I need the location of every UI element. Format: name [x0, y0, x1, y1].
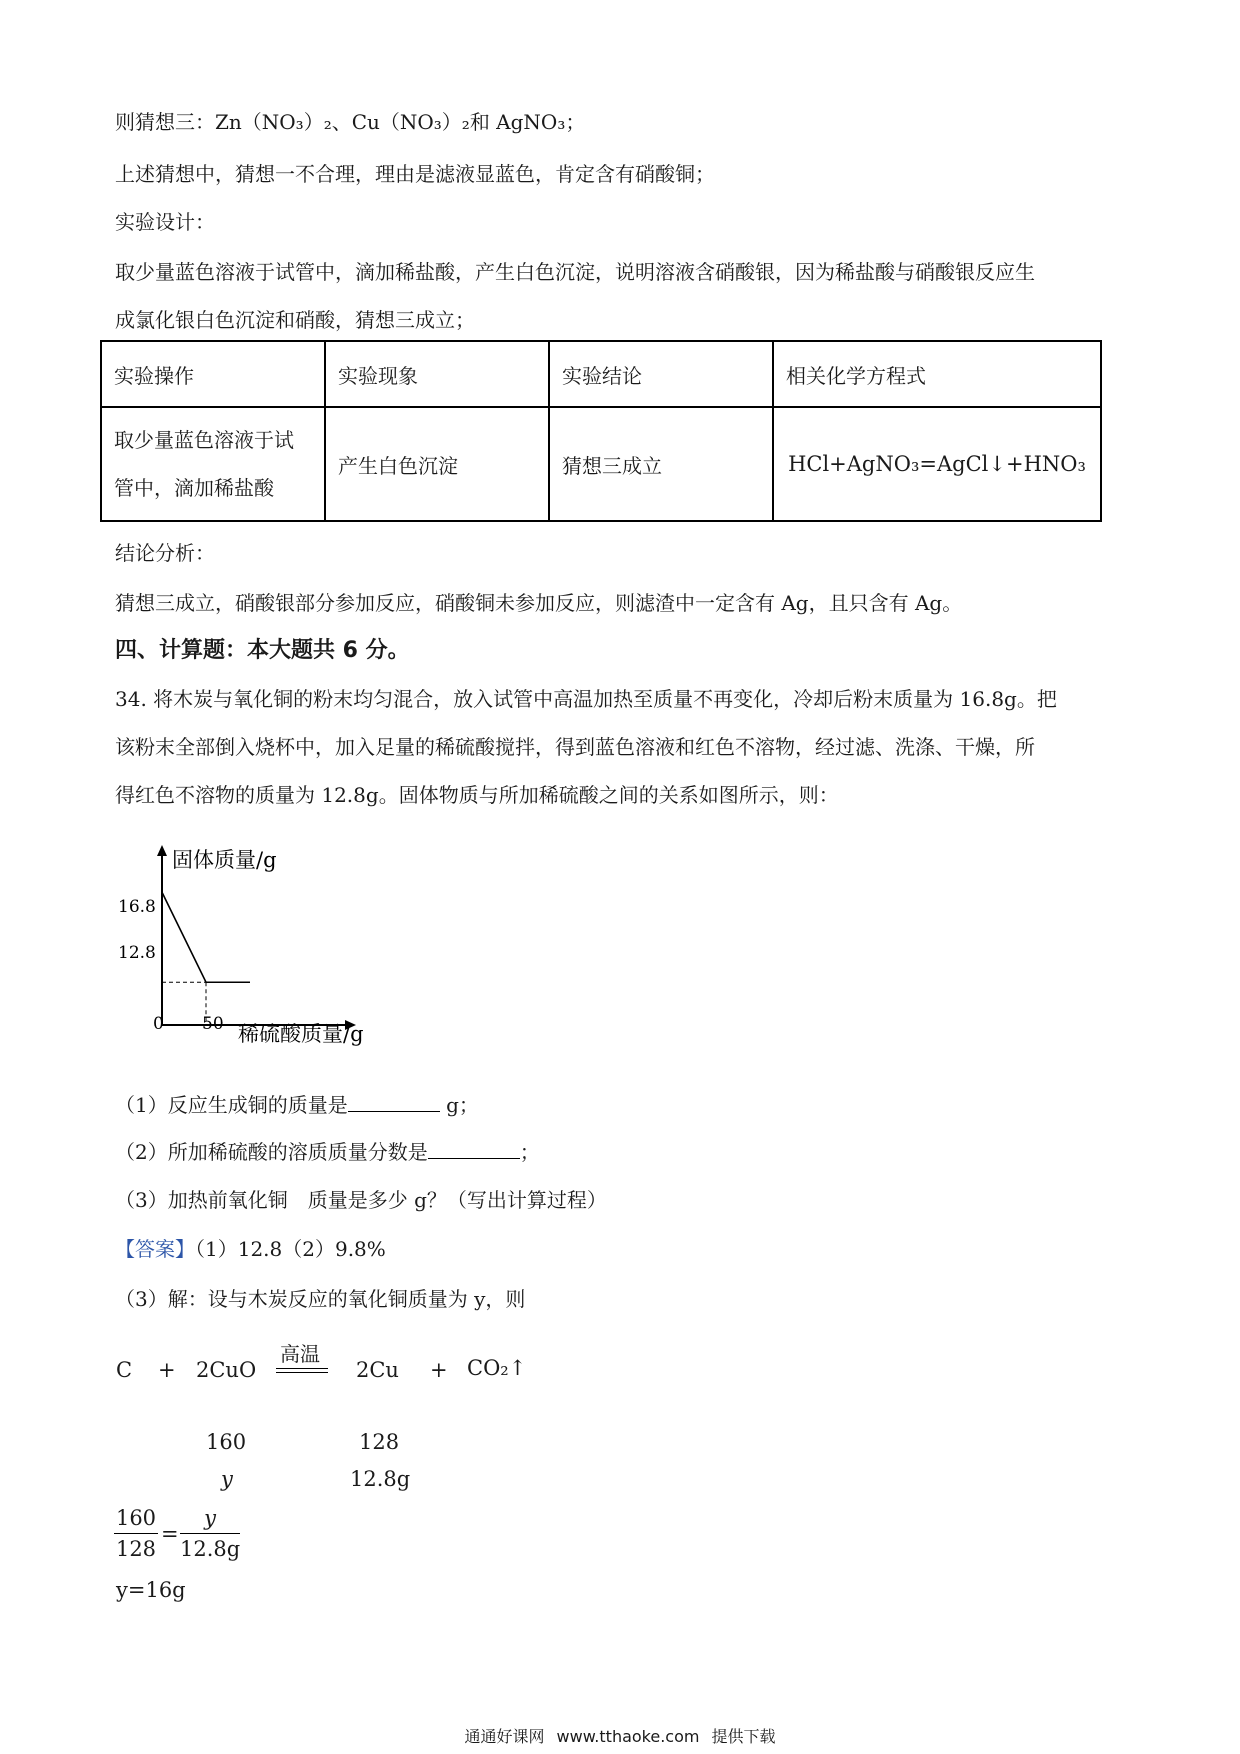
reaction-c: C [116, 1358, 133, 1382]
q34-sub-2-text: （2）所加稀硫酸的溶质质量分数是 [115, 1140, 428, 1164]
hypothesis-3: 则猜想三：Zn（NO₃）₂、Cu（NO₃）₂和 AgNO₃； [115, 110, 586, 134]
q34-line-2: 该粉末全部倒入烧杯中，加入足量的稀硫酸搅拌，得到蓝色溶液和红色不溶物，经过滤、洗涤、干燥，所 [115, 735, 1035, 759]
molar-mass-cuo: 160 [206, 1430, 247, 1454]
answer-line [115, 1233, 386, 1262]
footer-url[interactable]: www.tthaoke.com [556, 1727, 700, 1746]
reaction-cuo: 2CuO [196, 1358, 257, 1382]
reaction-co2: CO₂↑ [467, 1356, 527, 1380]
hypothesis-reason: 上述猜想中，猜想一不合理，理由是滤液显蓝色，肯定含有硝酸铜； [115, 162, 715, 186]
q34-sub-1-unit: g； [446, 1093, 479, 1117]
operation-cell [101, 407, 325, 521]
y-tick-label: 16.8 [118, 897, 156, 917]
table-header-row [101, 341, 1101, 407]
table-header-cell: 实验结论 [549, 341, 773, 407]
y-axis-label: 固体质量/g [172, 848, 277, 872]
analysis-text: 猜想三成立，硝酸银部分参加反应，硝酸铜未参加反应，则滤渣中一定含有 Ag，且只含有 Ag。 [115, 591, 963, 615]
solution-result: y=16g [116, 1578, 186, 1602]
fraction-left-num: 160 [115, 1506, 157, 1530]
footer-tail: 提供下载 [711, 1727, 776, 1746]
q34-sub-1 [115, 1089, 479, 1118]
fraction-right-num: y [204, 1506, 216, 1530]
q34-sub-1-text: （1）反应生成铜的质量是 [115, 1093, 348, 1117]
variable-cuo: y [221, 1467, 233, 1491]
answer-blank-1 [348, 1093, 440, 1112]
reaction-cu: 2Cu [356, 1358, 399, 1382]
table-header-cell: 相关化学方程式 [773, 341, 1101, 407]
answer-text: （1）12.8（2）9.8% [195, 1237, 386, 1261]
value-cu: 12.8g [350, 1467, 411, 1491]
solution-intro: （3）解：设与木炭反应的氧化铜质量为 y，则 [115, 1287, 526, 1311]
x-tick-label: 50 [202, 1014, 224, 1034]
x-axis-label: 稀硫酸质量/g [238, 1022, 364, 1046]
answer-blank-2 [428, 1140, 520, 1159]
table-row [101, 407, 1101, 521]
y-tick-label: 12.8 [118, 943, 156, 963]
reaction-plus-2: + [430, 1358, 448, 1382]
fraction-equals: = [161, 1522, 179, 1546]
fraction-bar [114, 1533, 158, 1534]
answer-tag: 【答案】 [115, 1237, 195, 1261]
design-text-1: 取少量蓝色溶液于试管中，滴加稀盐酸，产生白色沉淀，说明溶液含硝酸银，因为稀盐酸与硝酸银反应生 [115, 260, 1035, 284]
operation-line-2: 管中，滴加稀盐酸 [114, 476, 274, 500]
equation-cell: HCl+AgNO₃=AgCl↓+HNO₃ [773, 407, 1101, 521]
q34-sub-2-end: ； [519, 1140, 540, 1164]
fraction-bar [180, 1533, 240, 1534]
y-axis-arrow [157, 845, 167, 856]
origin-label: 0 [153, 1014, 164, 1034]
fraction-right-den: 12.8g [180, 1537, 241, 1561]
section-4-title: 四、计算题：本大题共 6 分。 [115, 638, 410, 663]
page-footer [0, 1724, 1240, 1747]
table-header-cell: 实验现象 [325, 341, 549, 407]
fraction-left-den: 128 [115, 1537, 157, 1561]
reaction-condition: 高温 [280, 1342, 320, 1366]
reaction-double-line [276, 1368, 328, 1373]
q34-sub-3: （3）加热前氧化铜 质量是多少 g？（写出计算过程） [115, 1188, 607, 1212]
mass-chart [110, 845, 410, 1055]
analysis-label: 结论分析： [115, 541, 215, 565]
operation-line-1: 取少量蓝色溶液于试 [114, 428, 294, 452]
phenomenon-cell: 产生白色沉淀 [325, 407, 549, 521]
design-text-2: 成氯化银白色沉淀和硝酸，猜想三成立； [115, 308, 475, 332]
q34-line-1: 34. 将木炭与氧化铜的粉末均匀混合，放入试管中高温加热至质量不再变化，冷却后粉末质量为 16.8g。把 [115, 687, 1057, 711]
molar-mass-cu: 128 [359, 1430, 400, 1454]
footer-site: 通通好课网 [464, 1727, 545, 1746]
design-label: 实验设计： [115, 210, 215, 234]
q34-sub-2 [115, 1136, 540, 1165]
reaction-plus-1: + [158, 1358, 176, 1382]
conclusion-cell: 猜想三成立 [549, 407, 773, 521]
series-line [162, 892, 250, 982]
table-header-cell: 实验操作 [101, 341, 325, 407]
experiment-table [100, 340, 1102, 522]
q34-line-3: 得红色不溶物的质量为 12.8g。固体物质与所加稀硫酸之间的关系如图所示，则： [115, 783, 839, 807]
fraction-left [114, 1506, 158, 1561]
fraction-right [180, 1506, 240, 1561]
